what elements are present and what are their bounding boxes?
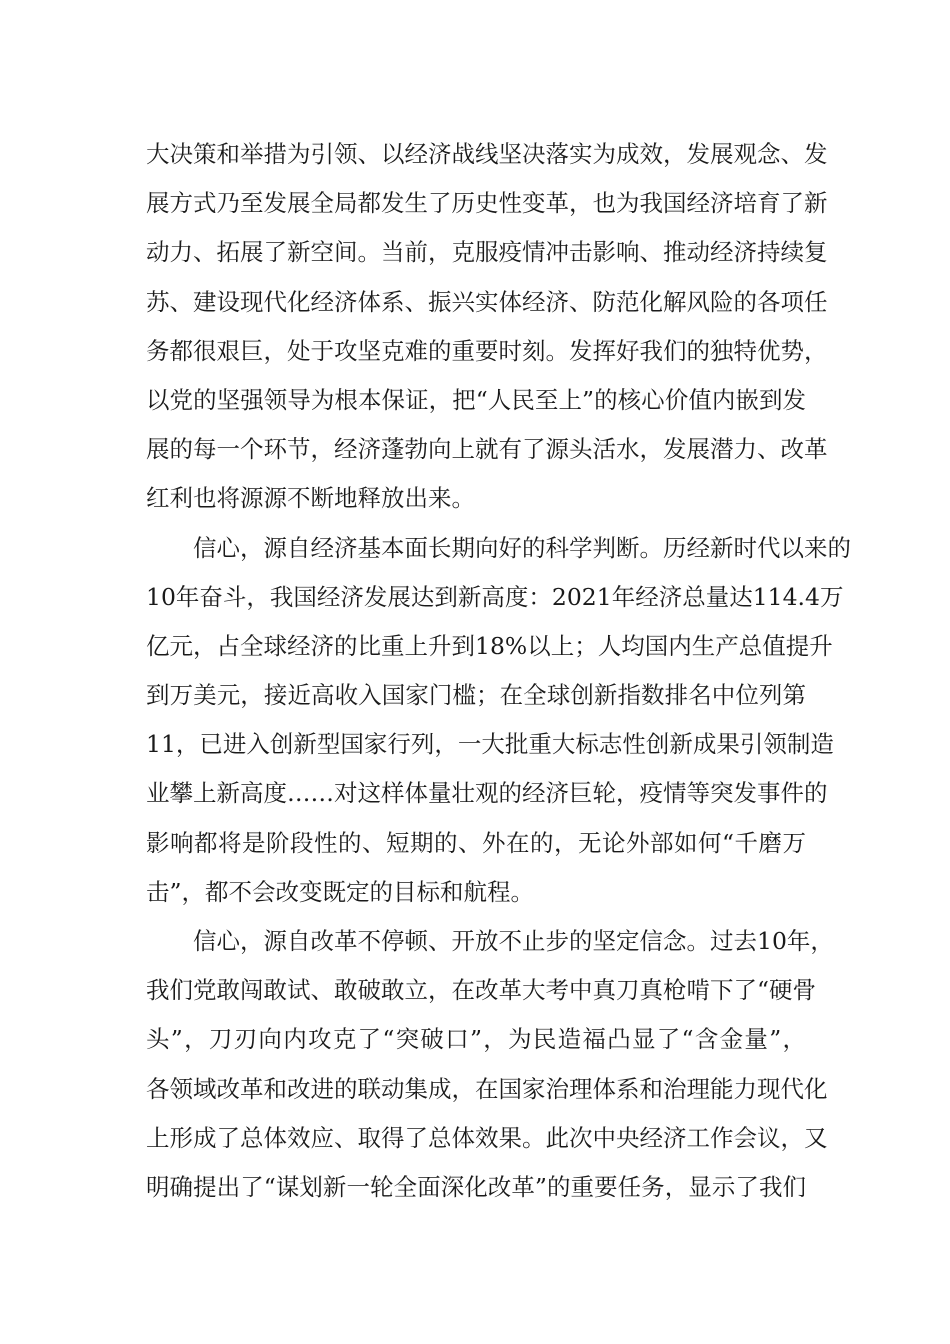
text-line: 信心，源自改革不停顿、开放不止步的坚定信念。过去10年， [193,927,834,955]
text-line: 到万美元，接近高收入国家门槛；在全球创新指数排名中位列第 [146,681,806,710]
paragraph-1 [146,130,828,524]
text-line: 动力、拓展了新空间。当前，克服疫情冲击影响、推动经济持续复 [146,238,828,267]
text-line: 以党的坚强领导为根本保证，把“人民至上”的核心价值内嵌到发 [146,385,806,414]
text-line: 信心，源自经济基本面长期向好的科学判断。历经新时代以来的 [193,533,851,562]
text-line: 各领域改革和改进的联动集成，在国家治理体系和治理能力现代化 [146,1074,828,1103]
text-line: 展方式乃至发展全局都发生了历史性变革，也为我国经济培育了新 [146,189,828,218]
text-line: 苏、建设现代化经济体系、振兴实体经济、防范化解风险的各项任 [146,287,828,316]
text-line: 11，已进入创新型国家行列，一大批重大标志性创新成果引领制造 [146,730,834,759]
text-line: 击”，都不会改变既定的目标和航程。 [146,877,535,906]
text-line: 10年奋斗，我国经济发展达到新高度：2021年经济总量达114.4万 [146,582,844,611]
text-line: 大决策和举措为引领、以经济战线坚决落实为成效，发展观念、发 [146,140,828,168]
text-line: 亿元，占全球经济的比重上升到18%以上；人均国内生产总值提升 [146,631,833,660]
text-line: 业攀上新高度……对这样体量壮观的经济巨轮，疫情等突发事件的 [146,779,828,808]
text-line: 影响都将是阶段性的、短期的、外在的，无论外部如何“千磨万 [146,828,806,857]
text-line: 头”，刀刃向内攻克了“突破口”，为民造福凸显了“含金量”， [146,1025,806,1054]
text-line: 红利也将源源不断地释放出来。 [146,484,475,513]
body-text [146,130,851,1212]
paragraph-3 [146,917,834,1212]
text-line: 明确提出了“谋划新一轮全面深化改革”的重要任务，显示了我们 [146,1172,806,1201]
text-line: 展的每一个环节，经济蓬勃向上就有了源头活水，发展潜力、改革 [146,435,828,464]
text-line: 务都很艰巨，处于攻坚克难的重要时刻。发挥好我们的独特优势， [146,336,828,365]
text-line: 我们党敢闯敢试、敢破敢立，在改革大考中真刀真枪啃下了“硬骨 [146,976,817,1005]
text-line: 上形成了总体效应、取得了总体效果。此次中央经济工作会议，又 [146,1123,828,1152]
paragraph-2 [146,524,851,918]
